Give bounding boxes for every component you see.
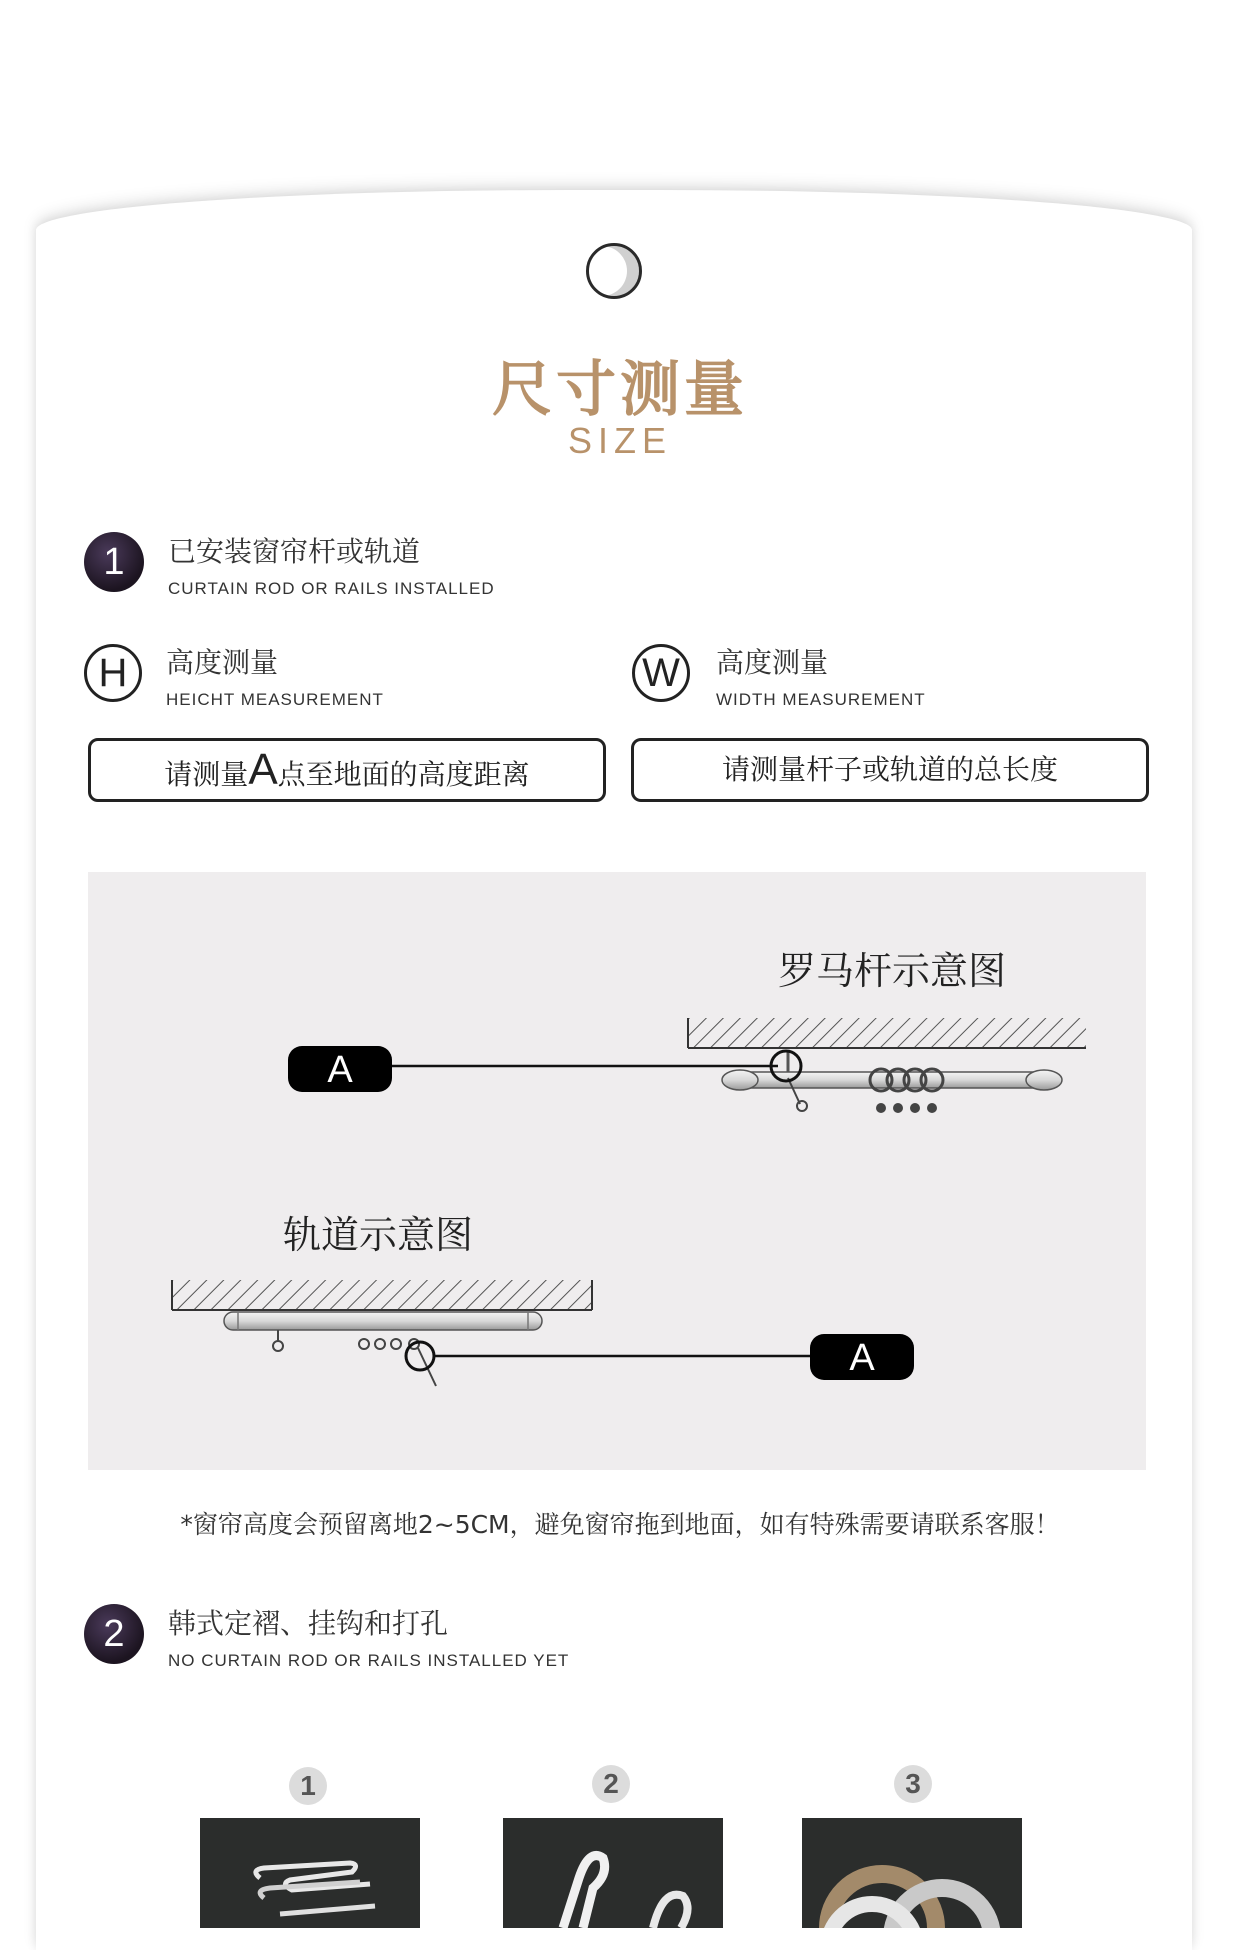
grommet-ring-image: [802, 1818, 1022, 1928]
curtain-hook-image: [503, 1818, 723, 1928]
section-subtitle-2: NO CURTAIN ROD OR RAILS INSTALLED YET: [168, 1651, 570, 1670]
height-note: *窗帘高度会预留离地2~5CM，避免窗帘拖到地面，如有特殊需要请联系客服！: [180, 1510, 1060, 1539]
section-number-badge-2: 2: [84, 1604, 144, 1664]
width-title: 高度测量: [716, 646, 829, 679]
step-number-2: 2: [592, 1765, 630, 1803]
height-subtitle: HEICHT MEASUREMENT: [166, 690, 384, 709]
height-icon: H: [84, 644, 142, 702]
page-subtitle: SIZE: [567, 420, 672, 461]
section-title-2: 韩式定褶、挂钩和打孔: [168, 1607, 449, 1640]
height-instruction-post: 点至地面的高度距离: [277, 758, 530, 791]
track-rail: [224, 1312, 542, 1386]
measurement-diagram: [88, 872, 1146, 1470]
rod-ceiling: [688, 1018, 1086, 1048]
height-instruction-pre: 请测量: [164, 758, 249, 791]
pleat-tape-image: [200, 1818, 420, 1928]
width-instruction-box: [631, 738, 1149, 802]
width-icon: W: [632, 644, 690, 702]
rod-diagram-title: 罗马杆示意图: [777, 949, 1007, 993]
section-title: 已安装窗帘杆或轨道: [168, 535, 421, 568]
track-measure-point: [406, 1342, 434, 1370]
page-title: 尺寸测量: [492, 355, 748, 425]
width-instruction-text: 请测量杆子或轨道的总长度: [721, 753, 1058, 786]
track-diagram-title: 轨道示意图: [282, 1213, 474, 1257]
width-subtitle: WIDTH MEASUREMENT: [716, 690, 926, 709]
step-number-1: 1: [289, 1767, 327, 1805]
section-number-badge: 1: [84, 532, 144, 592]
hang-hole-icon: [586, 243, 642, 299]
height-instruction-box: [88, 738, 606, 802]
height-instruction-letter: A: [248, 745, 278, 794]
rod-marker-label: A: [327, 1049, 353, 1091]
track-ceiling: [172, 1280, 592, 1310]
track-marker-label: A: [849, 1337, 875, 1379]
diagram-svg: [88, 872, 1146, 1470]
height-title: 高度测量: [166, 646, 279, 679]
section-subtitle: CURTAIN ROD OR RAILS INSTALLED: [168, 579, 495, 598]
step-number-3: 3: [894, 1765, 932, 1803]
